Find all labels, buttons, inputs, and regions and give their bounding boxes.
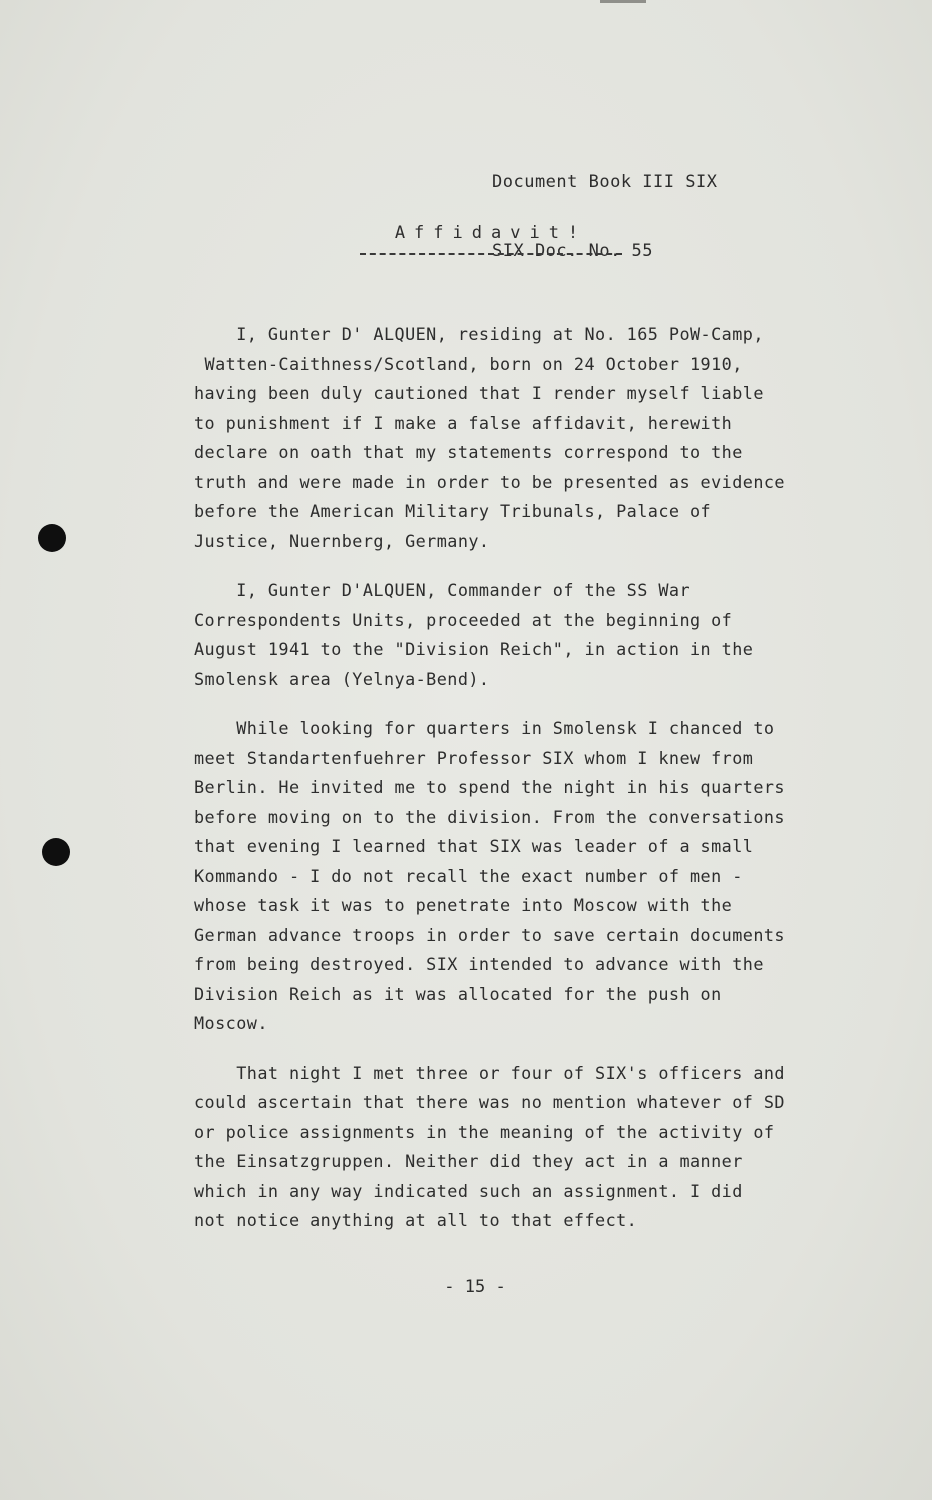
text-line: having been duly cautioned that I render myself liable: [194, 383, 764, 403]
text-line: German advance troops in order to save certain documents: [194, 924, 785, 945]
text-line: Correspondents Units, proceeded at the beginning of: [194, 609, 733, 630]
punch-hole: [42, 838, 70, 866]
text-line: that evening I learned that SIX was leader of a small: [194, 836, 754, 856]
text-line: Kommando - I do not recall the exact number of men -: [194, 865, 743, 886]
paragraph: [194, 320, 884, 556]
text-line: I, Gunter D' ALQUEN, residing at No. 165 PoW-Camp,: [194, 324, 764, 344]
page-number: - 15 -: [444, 1277, 506, 1297]
paragraph: [194, 576, 884, 694]
text-line: declare on oath that my statements correspond to the: [194, 442, 743, 462]
text-line: Division Reich as it was allocated for the push on: [194, 983, 722, 1004]
paragraph: [194, 1059, 884, 1236]
text-line: Moscow.: [194, 1013, 268, 1033]
text-line: Berlin. He invited me to spend the night in his quarters: [194, 777, 785, 797]
header-line-book: Document Book III SIX: [492, 172, 718, 192]
text-line: from being destroyed. SIX intended to advance with the: [194, 954, 764, 974]
text-line: or police assignments in the meaning of the activity of: [194, 1121, 775, 1142]
document-header: [492, 125, 717, 309]
text-line: could ascertain that there was no mention whatever of SD: [194, 1092, 785, 1112]
text-line: truth and were made in order to be presented as evidence: [194, 471, 785, 492]
text-line: whose task it was to penetrate into Moscow with the: [194, 895, 733, 915]
header-line-doc-number: SIX Doc. No. 55: [492, 241, 654, 261]
document-body: [194, 320, 884, 1256]
text-line: August 1941 to the "Division Reich", in action in the: [194, 639, 754, 659]
text-line: meet Standartenfuehrer Professor SIX whom I knew from: [194, 747, 754, 768]
text-line: before moving on to the division. From the conversations: [194, 806, 785, 827]
text-line: I, Gunter D'ALQUEN, Commander of the SS War: [194, 580, 690, 600]
document-title: Affidavit!: [394, 223, 588, 243]
punch-hole: [38, 524, 66, 552]
text-line: That night I met three or four of SIX's officers and: [194, 1062, 785, 1083]
text-line: which in any way indicated such an assignment. I did: [194, 1180, 743, 1201]
text-line: Justice, Nuernberg, Germany.: [194, 530, 490, 551]
text-line: before the American Military Tribunals, Palace of: [194, 501, 712, 521]
text-line: not notice anything at all to that effect.: [194, 1210, 638, 1230]
text-line: Smolensk area (Yelnya-Bend).: [194, 668, 490, 689]
text-line: While looking for quarters in Smolensk I chanced to: [194, 718, 775, 738]
text-line: the Einsatzgruppen. Neither did they act in a manner: [194, 1151, 743, 1171]
text-line: to punishment if I make a false affidavit, herewith: [194, 412, 733, 433]
paragraph: [194, 714, 884, 1039]
top-edge-mark: [600, 0, 646, 3]
text-line: Watten-Caithness/Scotland, born on 24 October 1910,: [194, 353, 743, 374]
title-underline: [360, 253, 622, 255]
